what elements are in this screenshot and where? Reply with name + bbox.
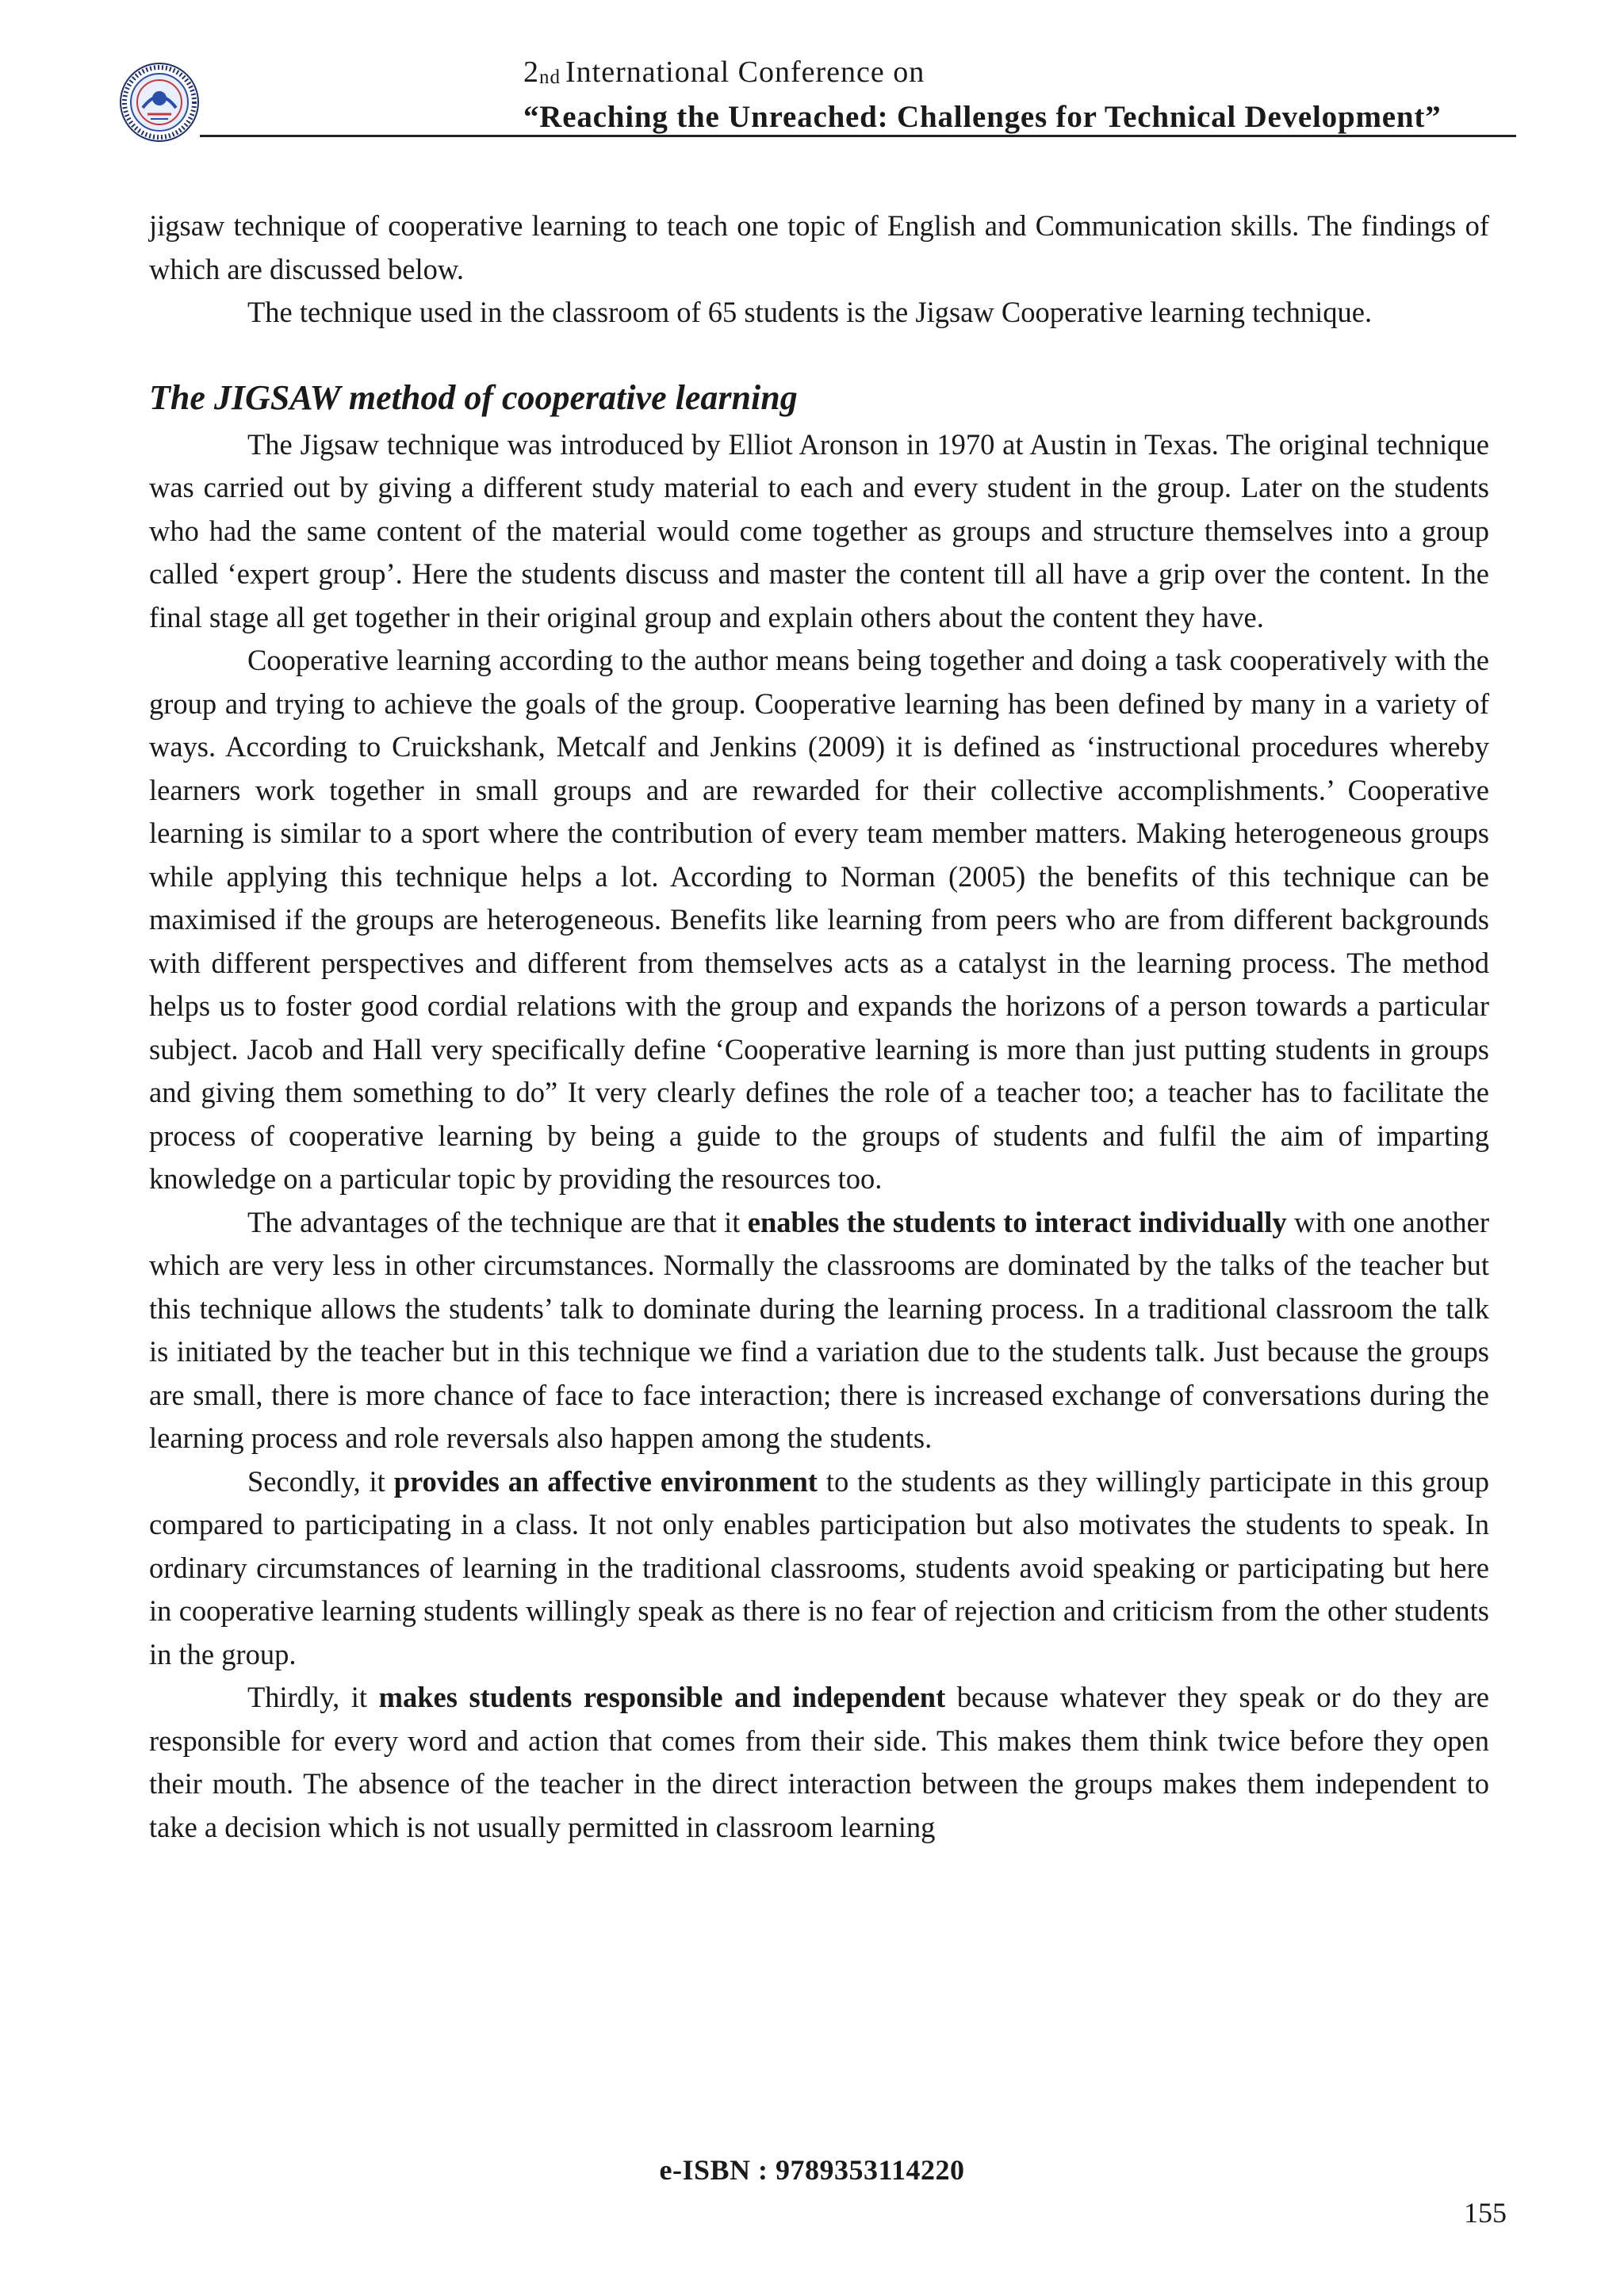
advantage-3-emphasis: makes students responsible and independent: [378, 1681, 946, 1713]
conference-seal-icon: [119, 62, 200, 143]
paragraph-advantage-interaction: [149, 1201, 1489, 1460]
advantage-1-rest: with one another which are very less in other circumstances. Normally the classrooms are dominated by the talks of the teacher but this technique allows the students’ talk to dominate during the learning process. In a traditional classroom the talk is initiated by the teacher but in this technique we find a variation due to the students talk. Just because the groups are small, there is more chance of face to face interaction; there is increased exchange of conversations during the learning process and role reversals also happen among the students.: [149, 1205, 1489, 1454]
paragraph-advantage-responsibility: [149, 1676, 1489, 1849]
technique-paragraph: The technique used in the classroom of 65 students is the Jigsaw Cooperative learning technique.: [247, 296, 1373, 328]
advantage-2-emphasis: provides an affective environment: [393, 1464, 818, 1498]
conference-number: 2: [523, 55, 539, 89]
paragraph-history: The Jigsaw technique was introduced by Elliot Aronson in 1970 at Austin in Texas. The original technique was carried out by giving a different study material to each and every student in the group. Later on the students who had the same content of the material would come together as groups and structure themselves into a group called ‘expert group’. Here the students discuss and master the content till all have a grip over the content. In the final stage all get together in their original group and explain others about the content they have.: [149, 427, 1489, 633]
conference-theme: “Reaching the Unreached: Challenges for Technical Development”: [523, 100, 1442, 134]
conference-title: International Conference on: [565, 55, 925, 89]
conference-seal-graphic: [119, 62, 200, 143]
paragraph-advantage-environment: [149, 1460, 1489, 1677]
page-header: [119, 49, 1515, 144]
section-heading: The JIGSAW method of cooperative learning: [149, 377, 798, 417]
conference-title-line: [523, 52, 1515, 98]
advantage-3-rest: because whatever they speak or do they are responsible for every word and action that comes from their side. This makes them think twice before they open their mouth. The absence of the teacher in the direct interaction between the groups makes them independent to take a decision which is not usually permitted in classroom learning: [149, 1681, 1489, 1843]
isbn-footer: e-ISBN : 9789353114220: [659, 2154, 965, 2186]
page-number: 155: [1464, 2197, 1507, 2229]
page-body: [149, 205, 1489, 1849]
advantage-3-lead: Thirdly, it: [247, 1681, 379, 1713]
advantage-1-lead: The advantages of the technique are that it: [247, 1205, 748, 1238]
paragraph-definition: Cooperative learning according to the author means being together and doing a task cooperatively with the group and trying to achieve the goals of the group. Cooperative learning has been defined by many in a variety of ways. According to Cruickshank, Metcalf and Jenkins (2009) it is defined as ‘instructional procedures whereby learners work together in small groups and are rewarded for their collective accomplishments.’ Cooperative learning is similar to a sport where the contribution of every team member matters. Making heterogeneous groups while applying this technique helps a lot. According to Norman (2005) the benefits of this technique can be maximised if the groups are heterogeneous. Benefits like learning from peers who are from different backgrounds with different perspectives and different from themselves acts as a catalyst in the learning process. The method helps us to foster good cordial relations with the group and expands the horizons of a person towards a particular subject. Jacob and Hall very specifically define ‘Cooperative learning is more than just putting students in groups and giving them something to do” It very clearly defines the role of a teacher too; a teacher has to facilitate the process of cooperative learning by being a guide to the groups of students and fulfil the aim of imparting knowledge on a particular topic by providing the resources too.: [149, 644, 1489, 1195]
conference-header-text: [523, 52, 1515, 137]
advantage-2-lead: Secondly, it: [247, 1464, 394, 1498]
header-divider: [200, 135, 1516, 137]
intro-paragraph: jigsaw technique of cooperative learning to teach one topic of English and Communication skills. The findings of which are discussed below.: [149, 209, 1489, 285]
conference-number-suffix: nd: [539, 67, 561, 88]
advantage-1-emphasis: enables the students to interact individually: [747, 1205, 1287, 1238]
advantage-2-rest: to the students as they willingly participate in this group compared to participating in a class. It not only enables participation but also motivates the students to speak. In ordinary circumstances of learning in the traditional classrooms, students avoid speaking or participating but here in cooperative learning students willingly speak as there is no fear of rejection and criticism from the other students in the group.: [149, 1464, 1490, 1670]
